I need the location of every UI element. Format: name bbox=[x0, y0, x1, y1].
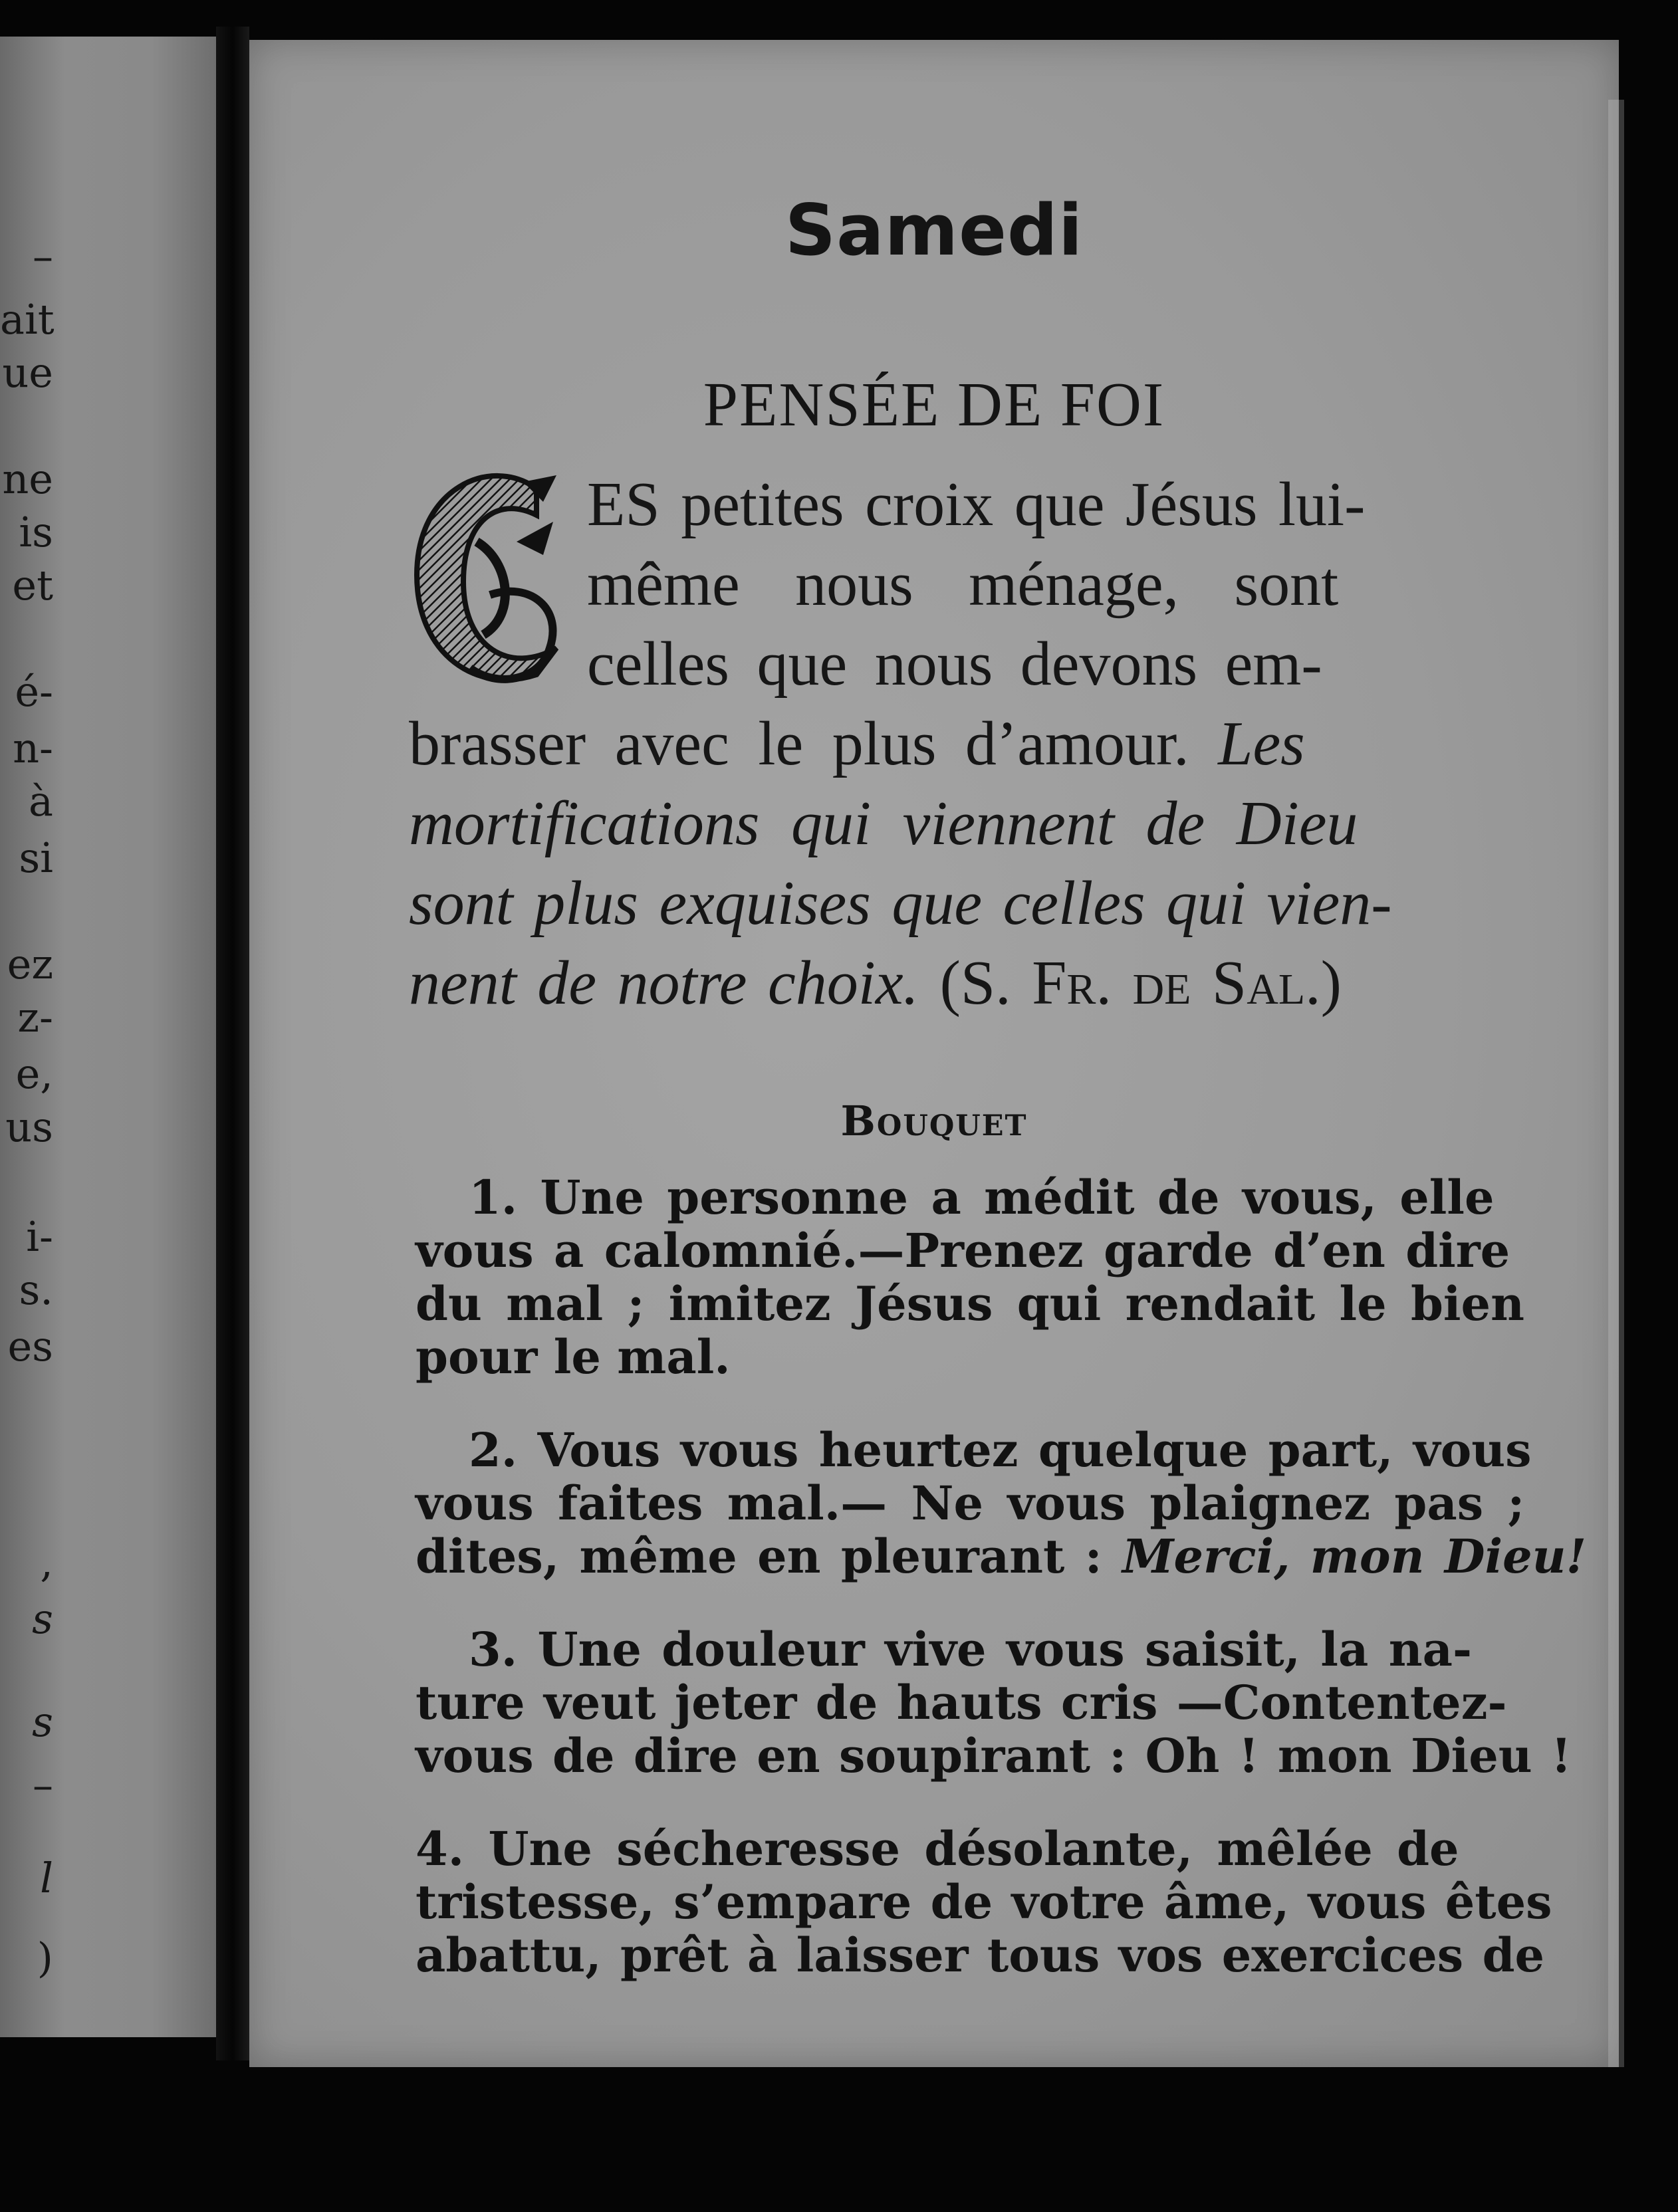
book-page bbox=[249, 40, 1619, 2067]
bouquet-heading: Bouquet bbox=[840, 1097, 1028, 1145]
left-fragment: ait bbox=[0, 295, 55, 344]
left-fragment: i- bbox=[26, 1212, 53, 1261]
text-line: celles que nous devons em- bbox=[587, 629, 1322, 699]
left-fragment: z- bbox=[17, 993, 53, 1042]
left-fragment: – bbox=[33, 232, 53, 280]
left-fragment: si bbox=[19, 833, 53, 882]
left-fragment: s bbox=[32, 1698, 53, 1746]
text-span: brasser avec le plus d’amour. bbox=[409, 709, 1189, 778]
left-fragment: à bbox=[29, 777, 53, 826]
left-fragment: e, bbox=[15, 1050, 53, 1098]
left-fragment: us bbox=[5, 1103, 53, 1151]
page-title: Samedi bbox=[784, 189, 1084, 271]
left-fragment: et bbox=[12, 561, 53, 609]
text-line: 2. Vous vous heurtez quelque part, vous bbox=[469, 1422, 1532, 1478]
left-fragment: n- bbox=[13, 724, 53, 772]
left-fragment: es bbox=[7, 1322, 53, 1371]
book-gutter bbox=[216, 27, 249, 2060]
left-fragment: ez bbox=[7, 940, 53, 988]
left-fragment: é- bbox=[15, 667, 53, 716]
text-line: ture veut jeter de hauts cris —Contentez- bbox=[416, 1675, 1507, 1730]
text-line: vous faites mal.— Ne vous plaignez pas ; bbox=[416, 1476, 1525, 1531]
text-line: ES petites croix que Jésus lui- bbox=[587, 470, 1366, 539]
adjacent-left-page bbox=[0, 37, 216, 2037]
text-line: 3. Une douleur vive vous saisit, la na- bbox=[469, 1622, 1473, 1677]
text-line: 1. Une personne a médit de vous, elle bbox=[469, 1170, 1495, 1225]
left-fragment: ne bbox=[2, 455, 53, 503]
text-line: vous de dire en soupirant : Oh ! mon Dieu ! bbox=[416, 1728, 1572, 1783]
text-line bbox=[416, 1529, 1586, 1584]
ornamental-drop-cap-icon bbox=[404, 462, 570, 708]
italic-text: Les bbox=[1218, 709, 1305, 778]
left-fragment: l bbox=[40, 1854, 53, 1902]
section-subtitle: PENSÉE DE FOI bbox=[703, 370, 1165, 439]
text-line: tristesse, s’empare de votre âme, vous êtes bbox=[416, 1874, 1552, 1930]
text-line bbox=[409, 947, 1342, 1019]
left-fragment: ue bbox=[2, 348, 53, 397]
text-line: du mal ; imitez Jésus qui rendait le bien bbox=[416, 1276, 1524, 1331]
text-line: 4. Une sécheresse désolante, mêlée de bbox=[416, 1821, 1459, 1876]
text-line bbox=[409, 708, 1305, 780]
left-fragment: is bbox=[19, 508, 53, 556]
text-line: vous a calomnié.—Prenez garde d’en dire bbox=[416, 1223, 1510, 1278]
italic-text: nent de notre choix. bbox=[409, 948, 919, 1018]
italic-text: Merci, mon Dieu! bbox=[1122, 1529, 1587, 1584]
text-line: abattu, prêt à laisser tous vos exercices de bbox=[416, 1928, 1545, 1983]
text-line: même nous ménage, sont bbox=[587, 550, 1339, 619]
text-line: sont plus exquises que celles qui vien- bbox=[409, 869, 1392, 938]
citation: (S. Fr. de Sal.) bbox=[939, 948, 1342, 1018]
left-fragment: s bbox=[32, 1595, 53, 1643]
left-fragment: ) bbox=[37, 1934, 53, 1982]
left-fragment: , bbox=[40, 1538, 53, 1587]
text-span: dites, même en pleurant : bbox=[416, 1529, 1102, 1584]
left-fragment: s. bbox=[19, 1266, 53, 1314]
text-line: mortifications qui viennent de Dieu bbox=[409, 789, 1358, 858]
left-fragment: – bbox=[33, 1761, 53, 1809]
text-line: pour le mal. bbox=[416, 1329, 731, 1384]
